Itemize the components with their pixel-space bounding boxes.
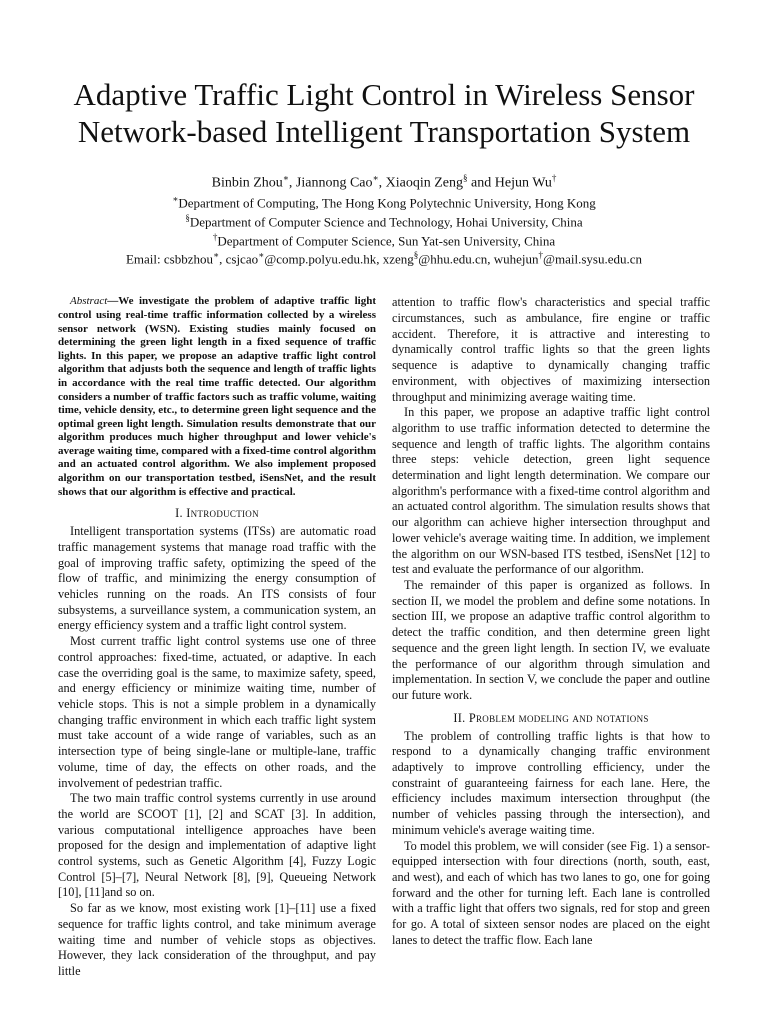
affiliation-mark: † xyxy=(212,231,218,242)
author-mark: ∗ xyxy=(282,173,289,183)
author-mark: § xyxy=(463,173,468,183)
affiliation-text: Department of Computer Science and Technology, Hohai University, China xyxy=(189,213,583,229)
abstract-text: —We investigate the problem of adaptive traffic light control using real-time traffic information collected by a wireless sensor network (WSN). Existing studies mainly focused on determining the green light length in a fixed sequence of traffic lights. In this paper, we propose an adaptive traffic light control algorithm that adjusts both the sequence and length of traffic lights in accordance with the real time traffic detected. Our algorithm considers a number of traffic factors such as traffic volume, waiting time, vehicle density, etc., to determine green light sequence and the optimal green light length. Simulation results demonstrate that our algorithm produces much higher throughput and lower vehicle's average waiting time, compared with a fixed-time control algorithm and an actuated control algorithm. We also implement proposed algorithm on our transportation testbed, iSensNet, and the result shows that our algorithm is effective and practical. xyxy=(58,295,376,498)
author-name: Hejun Wu xyxy=(494,175,552,191)
paragraph: So far as we know, most existing work [1]–[11] use a fixed sequence for traffic lights control, and take minimum average waiting time and number of vehicle stops as objectives. However, they lack consideration of the throughput, and pay little xyxy=(58,901,376,978)
email-label: Email: xyxy=(125,251,164,267)
two-column-body xyxy=(58,295,710,979)
affiliation-mark: § xyxy=(185,212,190,223)
paragraph: Intelligent transportation systems (ITSs) are automatic road traffic management systems that manage road traffic with the goal of improving traffic safety, optimizing the speed of the flow of traffic, and minimizing the energy consumption of vehicles running on the roads. An ITS consists of four subsystems, a surveillance system, a communication system, an energy efficiency system and a traffic light control system. xyxy=(58,524,376,633)
email-mark: § xyxy=(413,250,419,261)
left-column xyxy=(58,295,376,979)
email-text: @comp.polyu.edu.hk, xzeng xyxy=(264,251,414,267)
paragraph: The two main traffic control systems currently in use around the world are SCOOT [1], [2] and SCAT [3]. In addition, various computational intelligence approaches have been proposed for the design and implementation of adaptive light control systems, such as Genetic Algorithm [4], Fuzzy Logic Control [5]–[7], Neural Network [8], [9], Queueing Network [10], [11]and so on. xyxy=(58,791,376,900)
affiliation-mark: ∗ xyxy=(172,193,179,204)
email-text: @mail.sysu.edu.cn xyxy=(543,251,643,267)
email-mark: ∗ xyxy=(258,250,265,261)
affiliation xyxy=(58,211,710,230)
author-name: Jiannong Cao xyxy=(295,175,373,191)
email-mark: ∗ xyxy=(212,250,220,261)
paragraph: In this paper, we propose an adaptive traffic light control algorithm to use traffic information detected to determine the sequence and length of traffic lights. The algorithm contains three steps: vehicle detection, green light sequence determination and light length determination. We compare our algorithm's performance with a fixed-time control algorithm and an actuated control algorithm. The simulation results shows that our algorithm can achieve higher intersection throughput and lower vehicle's average waiting time. In addition, we implement the algorithm on our WSN-based ITS testbed, iSensNet [12] to test and evaluate the performance of our algorithm. xyxy=(392,405,710,577)
section-heading-introduction: I. Introduction xyxy=(175,506,259,521)
email-mark: † xyxy=(538,250,544,261)
title-line-1: Adaptive Traffic Light Control in Wireless Sensor xyxy=(73,77,695,112)
author-mark: † xyxy=(551,173,557,183)
affiliation-text: Department of Computing, The Hong Kong Polytechnic University, Hong Kong xyxy=(178,194,596,210)
author-list: Binbin Zhou∗, Jiannong Cao∗, Xiaoqin Zeng§ and Hejun Wu† xyxy=(211,173,557,191)
paragraph: attention to traffic flow's characteristics and special traffic circumstances, such as ambulance, fire engine or traffic accident. Therefore, it is attractive and interesting to dynamically control traffic lights so that the green lights sequence is adaptive to dynamically changing traffic environment, with objectives of maximizing intersection throughput and minimizing average waiting time. xyxy=(392,295,710,404)
section-heading-problem-modeling: II. Problem modeling and notations xyxy=(453,710,649,725)
affiliation-text: Department of Computer Science, Sun Yat-sen University, China xyxy=(217,232,556,248)
abstract xyxy=(58,295,376,499)
email-text: @hhu.edu.cn, wuhejun xyxy=(418,251,539,267)
paragraph: The remainder of this paper is organized as follows. In section II, we model the problem and define some notations. In section III, we propose an adaptive traffic control algorithm to detect the traffic condition, and then determine green light sequence and the green light length. In section IV, we evaluate the performance of our algorithm through simulation and implementation. In section V, we conclude the paper and outline our future work. xyxy=(392,578,710,702)
abstract-lead: Abstract xyxy=(70,295,108,308)
paper-title xyxy=(58,0,710,150)
email-line xyxy=(58,248,710,267)
author-name: Xiaoqin Zeng xyxy=(385,175,464,191)
title-line-2: Network-based Intelligent Transportation System xyxy=(77,114,691,149)
author-mark: ∗ xyxy=(372,173,379,183)
paragraph: To model this problem, we will consider (see Fig. 1) a sensor-equipped intersection with four directions (north, south, east, and west), and each of which has two lanes to go, one for going forward and the other for turning left. Each lane is controlled with a traffic light that offers two signals, red for stop and green for go. A total of sixteen sensor nodes are placed on the eight lanes to detect the traffic flow. Each lane xyxy=(392,838,710,947)
paragraph: Most current traffic light control systems use one of three control approaches: fixed-time, actuated, or adaptive. In each case the overriding goal is the same, to maximize safety, speed, and energy efficiency or minimize waiting time, number of vehicle stops. This is not a simple problem in a dynamically changing traffic environment in which each traffic light system must take account of a wide range of variables, such as an intersection type of being single-lane or multiple-lane, traffic volume, time of day, the effects on other roads, and the involvement of pedestrian traffic. xyxy=(58,634,376,790)
email-text: csbbzhou xyxy=(163,251,213,267)
email-text: , csjcao xyxy=(219,251,259,267)
right-column xyxy=(392,295,710,979)
affiliation xyxy=(58,192,710,211)
affiliation xyxy=(58,230,710,249)
author-name: Binbin Zhou xyxy=(211,175,283,191)
paragraph: The problem of controlling traffic lights is that how to respond to a dynamically changing traffic environment adaptively to improve controlling efficiency, under the constraint of guaranteeing fairness for each lane. Here, the efficiency includes maximum intersection throughput (the number of vehicles passing through the intersection), and minimum vehicle's average waiting time. xyxy=(392,728,710,837)
